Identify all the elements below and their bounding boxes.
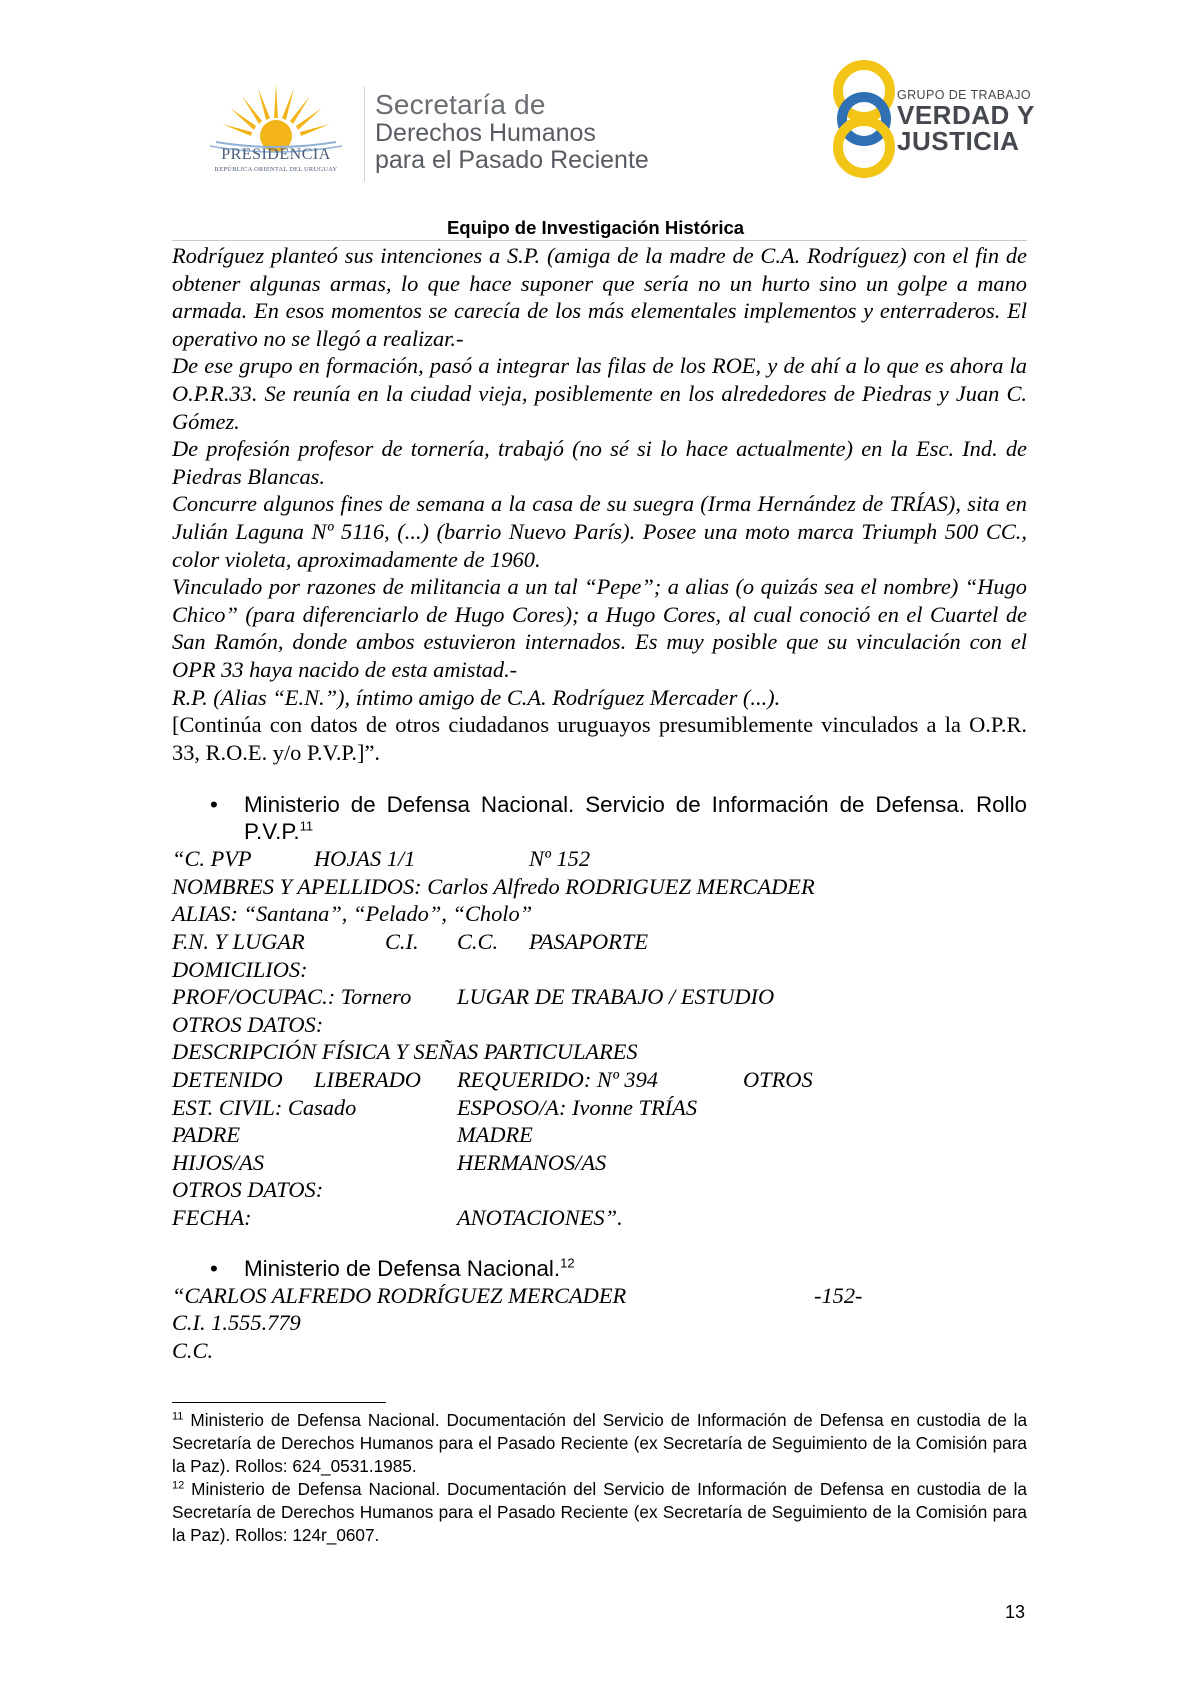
form-field: PROF/OCUPAC.: Tornero xyxy=(172,984,412,1010)
form-field: FECHA: xyxy=(172,1205,252,1230)
form-field: REQUERIDO: Nº 394 xyxy=(457,1067,658,1093)
form-field: DOMICILIOS: xyxy=(172,956,308,982)
presidencia-label: PRESIDENCIA xyxy=(221,146,331,163)
footnote-text: Ministerio de Defensa Nacional. Documentación del Servicio de Información de Defensa en custodia de la Secretaría de Derechos Humanos para el Pasado Reciente (ex Secretaría de Seguimiento de la Comisión para la Paz). Rollos: 624_0531.1985. xyxy=(172,1410,1028,1476)
form-field: PADRE xyxy=(172,1122,240,1148)
form-field: HIJOS/AS xyxy=(172,1149,265,1175)
footnote-separator xyxy=(172,1402,386,1403)
bullet-mark: • xyxy=(210,1255,218,1281)
form-row xyxy=(172,1204,1027,1232)
form-field: ANOTACIONES”. xyxy=(457,1205,623,1230)
header-title: Equipo de Investigación Histórica xyxy=(446,217,745,238)
paragraph: Rodríguez planteó sus intenciones a S.P. (amiga de la madre de C.A. Rodríguez) con el fin de obtener algunas armas, lo que hace suponer que sería no un hurto sino un golpe a mano armada. En esos momentos se carecía de los más elementales implementos y enterraderos. El operativo no se llegó a realizar.- xyxy=(172,243,1027,351)
form-field: F.N. Y LUGAR xyxy=(172,929,305,955)
form-row xyxy=(172,1176,1027,1204)
form-row xyxy=(172,1121,1027,1149)
form-field: DETENIDO xyxy=(172,1067,283,1093)
secretaria-line-3: para el Pasado Reciente xyxy=(375,146,649,174)
footnote xyxy=(172,1409,1027,1478)
form-field: ESPOSO/A: Ivonne TRÍAS xyxy=(457,1094,698,1120)
quote-row xyxy=(172,1337,1027,1365)
secretaria-logo-text xyxy=(375,90,705,174)
form-row xyxy=(172,1094,1027,1122)
quote-cc: C.C. xyxy=(172,1337,214,1363)
form-field: NOMBRES Y APELLIDOS: Carlos Alfredo RODRIGUEZ MERCADER xyxy=(172,873,815,899)
footnote-number: 11 xyxy=(172,1410,184,1423)
footnote xyxy=(172,1478,1027,1547)
bullet-item xyxy=(172,791,1027,845)
secretaria-line-1: Secretaría de xyxy=(375,89,546,120)
form-field: DESCRIPCIÓN FÍSICA Y SEÑAS PARTICULARES xyxy=(172,1039,638,1065)
bullet-text: Ministerio de Defensa Nacional. Servicio de Información de Defensa. Rollo P.V.P. xyxy=(244,792,1027,845)
paragraph: R.P. (Alias “E.N.”), íntimo amigo de C.A. Rodríguez Mercader (...). xyxy=(172,684,781,710)
footnote-text: Ministerio de Defensa Nacional. Documentación del Servicio de Información de Defensa en custodia de la Secretaría de Derechos Humanos para el Pasado Reciente (ex Secretaría de Seguimiento de la Comisión para la Paz). Rollos: 124r_0607. xyxy=(172,1479,1027,1545)
form-field: LUGAR DE TRABAJO / ESTUDIO xyxy=(457,984,775,1010)
form-row xyxy=(172,845,1027,873)
form-row xyxy=(172,900,1027,928)
paragraph: De ese grupo en formación, pasó a integrar las filas de los ROE, y de ahí a lo que es ahora la O.P.R.33. Se reunía en la ciudad vieja, posiblemente en los alrededores de Piedras y Juan C. Gómez. xyxy=(172,353,1027,434)
gtvj-line-1: GRUPO DE TRABAJO xyxy=(897,88,1031,102)
form-field: PASAPORTE xyxy=(529,929,648,955)
form-row xyxy=(172,956,1027,984)
form-field: OTROS DATOS: xyxy=(172,1177,324,1203)
gtvj-line-2: VERDAD Y xyxy=(897,100,1035,130)
footnote-ref: 12 xyxy=(560,1255,575,1271)
record-card xyxy=(172,845,1027,1231)
form-row xyxy=(172,928,1027,956)
form-field: C.C. xyxy=(457,929,499,955)
form-field: MADRE xyxy=(457,1122,533,1148)
paragraph: Concurre algunos fines de semana a la casa de su suegra (Irma Hernández de TRÍAS), sita en Julián Laguna Nº 5116, (...) (barrio Nuevo París). Posee una moto marca Triumph 500 CC., color violeta, aproximadamente de 1960. xyxy=(172,491,1027,572)
page-number: 13 xyxy=(1005,1602,1026,1622)
form-field: HERMANOS/AS xyxy=(457,1149,607,1175)
form-row xyxy=(172,1011,1027,1039)
bullet-text: Ministerio de Defensa Nacional. xyxy=(244,1255,561,1281)
gtvj-line-3: JUSTICIA xyxy=(897,126,1020,156)
header-rule xyxy=(172,240,1027,241)
paragraph: De profesión profesor de tornería, trabajó (no sé si lo hace actualmente) en la Esc. Ind. de Piedras Blancas. xyxy=(172,436,1027,489)
presidencia-sublabel: REPÚBLICA ORIENTAL DEL URUGUAY xyxy=(214,166,338,173)
header-divider xyxy=(364,86,365,182)
paragraph: Vinculado por razones de militancia a un tal “Pepe”; a alias (o quizás sea el nombre) “Hugo Chico” (para diferenciarlo de Hugo Cores); a Hugo Cores, al cual conoció en el Cuartel de San Ramón, donde ambos estuvieron internados. Es muy posible que su vinculación con el OPR 33 haya nacido de esta amistad.- xyxy=(172,574,1027,682)
form-field: “C. PVP xyxy=(172,846,252,872)
bullet-mark: • xyxy=(210,792,218,818)
form-field: EST. CIVIL: Casado xyxy=(172,1094,357,1120)
quote-name: “CARLOS ALFREDO RODRÍGUEZ MERCADER xyxy=(172,1282,627,1308)
quote-row xyxy=(172,1282,1027,1310)
form-field: LIBERADO xyxy=(314,1067,421,1093)
document-body xyxy=(172,242,1027,1364)
footnotes xyxy=(172,1409,1027,1547)
form-row xyxy=(172,983,1027,1011)
form-field: C.I. xyxy=(385,929,419,955)
form-row xyxy=(172,1149,1027,1177)
footnote-number: 12 xyxy=(172,1479,185,1492)
quote-row xyxy=(172,1309,1027,1337)
form-row xyxy=(172,873,1027,901)
verdad-justicia-label xyxy=(897,88,1035,154)
form-field: Nº 152 xyxy=(529,846,591,872)
form-field: HOJAS 1/1 xyxy=(314,846,416,872)
footnote-ref: 11 xyxy=(299,818,314,834)
bullet-item xyxy=(172,1255,1027,1282)
quote-number: -152- xyxy=(814,1282,863,1308)
paragraph-bracket-note: [Continúa con datos de otros ciudadanos uruguayos presumiblemente vinculados a la O.P.R. 33, R.O.E. y/o P.V.P.]”. xyxy=(172,712,1027,765)
form-row xyxy=(172,1066,1027,1094)
form-field: OTROS xyxy=(743,1067,813,1093)
form-field: ALIAS: “Santana”, “Pelado”, “Cholo” xyxy=(172,901,533,927)
form-row xyxy=(172,1038,1027,1066)
secretaria-line-2: Derechos Humanos xyxy=(375,119,596,147)
quote-ci: C.I. 1.555.779 xyxy=(172,1310,301,1336)
form-field: OTROS DATOS: xyxy=(172,1011,324,1037)
